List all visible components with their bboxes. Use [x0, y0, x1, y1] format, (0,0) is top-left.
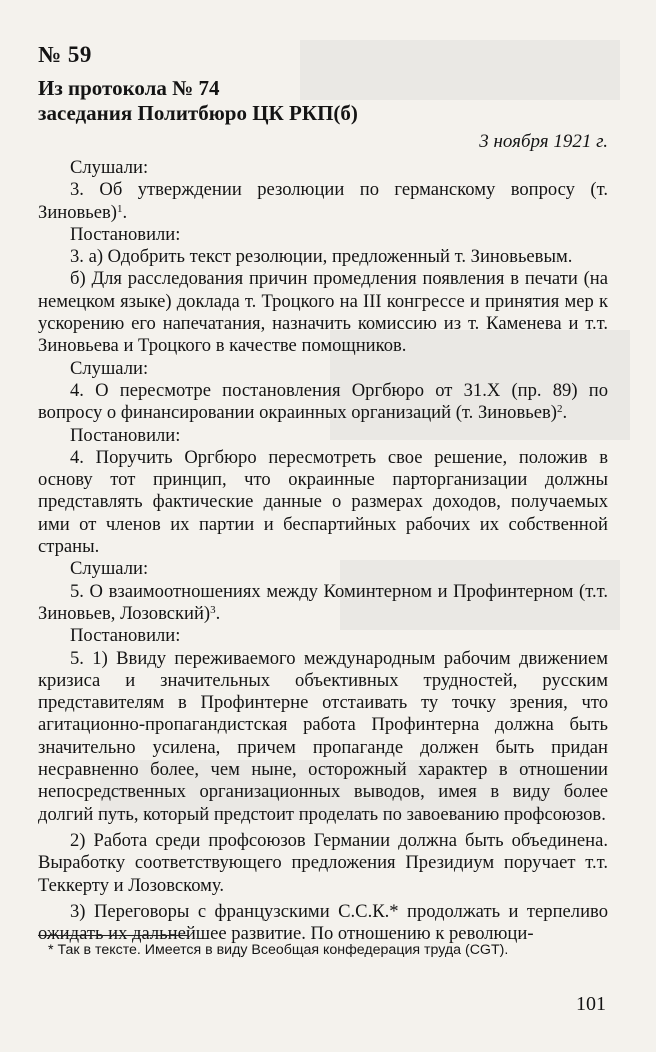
decision-text: 5. 1) Ввиду переживаемого международным рабочим движением кризиса и значительных объективных трудностей, русским представителям в Профинтерне отстаивать ту точку зрения, что агитационно-пропагандистская работа Профинтерна должна быть значительно усилена, причем пропаганде должен быть придан несравненно более, чем ныне, осторожный характер в отношении непосредственных организационных выводов, имея в виду более долгий путь, который предстоит проделать по завоеванию профсоюзов.: [38, 647, 608, 825]
heard-label: Слушали:: [70, 357, 149, 379]
decision-text: б) Для расследования причин промедления появления в печати (на немецком языке) доклада т. Троцкого на III конгрессе и принятия мер к ускорению его напечатания, назначить комиссию из т. Каменева и т.т. Зиновьева и Троцкого в качестве помощников.: [38, 268, 608, 357]
agenda-item: 3. Об утверждении резолюции по германскому вопросу (т. Зиновьев)$^1$.: [38, 179, 608, 223]
page-number: 101: [576, 993, 606, 1015]
agenda-item-text: 4. О пересмотре постановления Оргбюро от 31.X (пр. 89) по вопросу о финансировании окраинных организаций (т. Зиновьев): [38, 379, 608, 424]
footnote: * Так в тексте. Имеется в виду Всеобщая конфедерация труда (CGT).: [48, 942, 509, 958]
decision-text: 2) Работа среди профсоюзов Германии должна быть объединена. Выработку соответствующего предложения Президиум поручает т.т. Теккерту и Лозовскому.: [38, 829, 608, 896]
endnote-ref: 1: [117, 202, 123, 215]
endnote-ref: 3: [210, 603, 216, 616]
agenda-item: 4. О пересмотре постановления Оргбюро от 31.X (пр. 89) по вопросу о финансировании окраинных организаций (т. Зиновьев)$^2$.: [38, 379, 608, 424]
title-line: Из протокола № 74: [38, 76, 220, 100]
decided-label: Постановили:: [70, 223, 181, 245]
agenda-item-text: 5. О взаимоотношениях между Коминтерном и Профинтерном (т.т. Зиновьев, Лозовский): [38, 580, 608, 624]
document-title: [38, 76, 358, 126]
agenda-item-text: 3. Об утверждении резолюции по германскому вопросу (т. Зиновьев): [38, 179, 608, 223]
decision-text: 4. Поручить Оргбюро пересмотреть свое решение, положив в основу тот принцип, что окраинные парторганизации должны представлять фактические данные о размерах доходов, получаемых ими от членов их партии и беспартийных рабочих их собственной страны.: [38, 446, 608, 558]
agenda-item: 5. О взаимоотношениях между Коминтерном и Профинтерном (т.т. Зиновьев, Лозовский)$^3$.: [38, 580, 608, 624]
footnote-divider: [38, 935, 188, 936]
title-line: заседания Политбюро ЦК РКП(б): [38, 101, 358, 125]
heard-label: Слушали:: [70, 558, 149, 580]
document-number: № 59: [38, 42, 92, 67]
decided-label: Постановили:: [70, 424, 181, 446]
decided-label: Постановили:: [70, 625, 181, 647]
decision-text: 3. а) Одобрить текст резолюции, предложенный т. Зиновьевым.: [70, 246, 573, 268]
endnote-ref: 2: [556, 403, 563, 416]
protocol-body: [38, 157, 608, 945]
heard-label: Слушали:: [70, 157, 149, 178]
document-date: 3 ноября 1921 г.: [479, 131, 608, 152]
decision-text: 3) Переговоры с французскими С.С.К.* продолжать и терпеливо ожидать их дальнейшее развитие. По отношению к революци-: [38, 900, 608, 945]
